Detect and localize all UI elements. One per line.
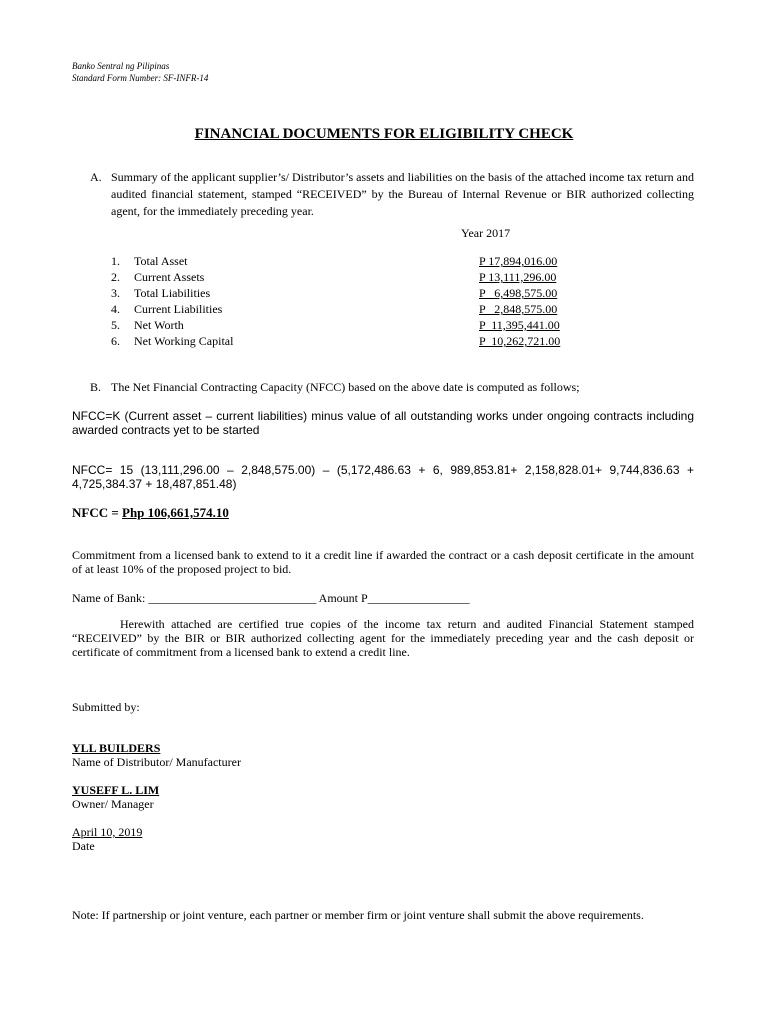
- section-b-text: The Net Financial Contracting Capacity (NFCC) based on the above date is computed as follows;: [111, 380, 580, 394]
- submitted-by-label: Submitted by:: [72, 700, 140, 714]
- form-header: [72, 60, 208, 84]
- financial-summary-list: [111, 253, 591, 349]
- nfcc-result-value: Php 106,661,574.10: [122, 505, 229, 520]
- date-label: Date: [72, 839, 95, 853]
- note-text: Note: If partnership or joint venture, each partner or member firm or joint venture shall submit the above requirements.: [72, 908, 644, 922]
- item-value: P 2,848,575.00: [479, 302, 558, 316]
- item-number: 5.: [111, 318, 120, 332]
- section-a-text: Summary of the applicant supplier’s/ Distributor’s assets and liabilities on the basis of the attached income tax return and audited financial statement, stamped “RECEIVED” by the Bureau of Internal Revenue or BIR authorized collecting agent, for the immediately preceding year.: [111, 170, 694, 218]
- list-item: [111, 333, 591, 349]
- list-item: [111, 285, 591, 301]
- item-value: P 17,894,016.00: [479, 254, 558, 268]
- section-a-letter: A.: [90, 170, 102, 184]
- item-value: P 11,395,441.00: [479, 318, 560, 332]
- item-label: Total Liabilities: [134, 286, 211, 300]
- commitment-text: Commitment from a licensed bank to extend to it a credit line if awarded the contract or a cash deposit certificate in the amount of at least 10% of the proposed project to bid.: [72, 548, 694, 576]
- bank-line: Name of Bank: ____________________________ Amount P_________________: [72, 591, 470, 605]
- item-number: 3.: [111, 286, 120, 300]
- item-number: 4.: [111, 302, 120, 316]
- section-b-letter: B.: [90, 380, 102, 394]
- document-title: FINANCIAL DOCUMENTS FOR ELIGIBILITY CHECK: [194, 126, 574, 142]
- item-label: Net Worth: [134, 318, 184, 332]
- item-label: Total Asset: [134, 254, 188, 268]
- item-number: 1.: [111, 254, 120, 268]
- nfcc-definition: NFCC=K (Current asset – current liabilities) minus value of all outstanding works under ongoing contracts including awarded contracts yet to be started: [72, 409, 694, 437]
- form-number: Standard Form Number: SF-INFR-14: [72, 73, 209, 83]
- item-label: Current Liabilities: [134, 302, 223, 316]
- nfcc-formula: NFCC= 15 (13,111,296.00 – 2,848,575.00) – (5,172,486.63 + 6, 989,853.81+ 2,158,828.01+ 9,744,836.63 + 4,725,384.37 + 18,487,851.48): [72, 463, 694, 491]
- nfcc-result: [72, 505, 229, 521]
- list-item: [111, 269, 591, 285]
- item-value: P 13,111,296.00: [479, 270, 557, 284]
- owner-name: YUSEFF L. LIM: [72, 783, 160, 797]
- list-item: [111, 253, 591, 269]
- herewith-text: Herewith attached are certified true copies of the income tax return and audited Financial Statement stamped “RECEIVED” by the BIR or BIR authorized collecting agent for the immediately preceding year and the cash deposit or certificate of commitment from a licensed bank to extend a credit line.: [72, 617, 694, 659]
- owner-role-label: Owner/ Manager: [72, 797, 154, 811]
- list-item: [111, 317, 591, 333]
- company-role-label: Name of Distributor/ Manufacturer: [72, 755, 241, 769]
- item-value: P 10,262,721.00: [479, 334, 561, 348]
- item-number: 2.: [111, 270, 120, 284]
- item-number: 6.: [111, 334, 120, 348]
- item-label: Current Assets: [134, 270, 205, 284]
- item-value: P 6,498,575.00: [479, 286, 558, 300]
- company-name: YLL BUILDERS: [72, 741, 161, 755]
- year-label: Year 2017: [461, 226, 511, 240]
- date-value: April 10, 2019: [72, 825, 143, 839]
- item-label: Net Working Capital: [134, 334, 234, 348]
- section-a: [90, 169, 694, 220]
- nfcc-result-label: NFCC =: [72, 505, 123, 520]
- agency-name: Banko Sentral ng Pilipinas: [72, 61, 170, 71]
- list-item: [111, 301, 591, 317]
